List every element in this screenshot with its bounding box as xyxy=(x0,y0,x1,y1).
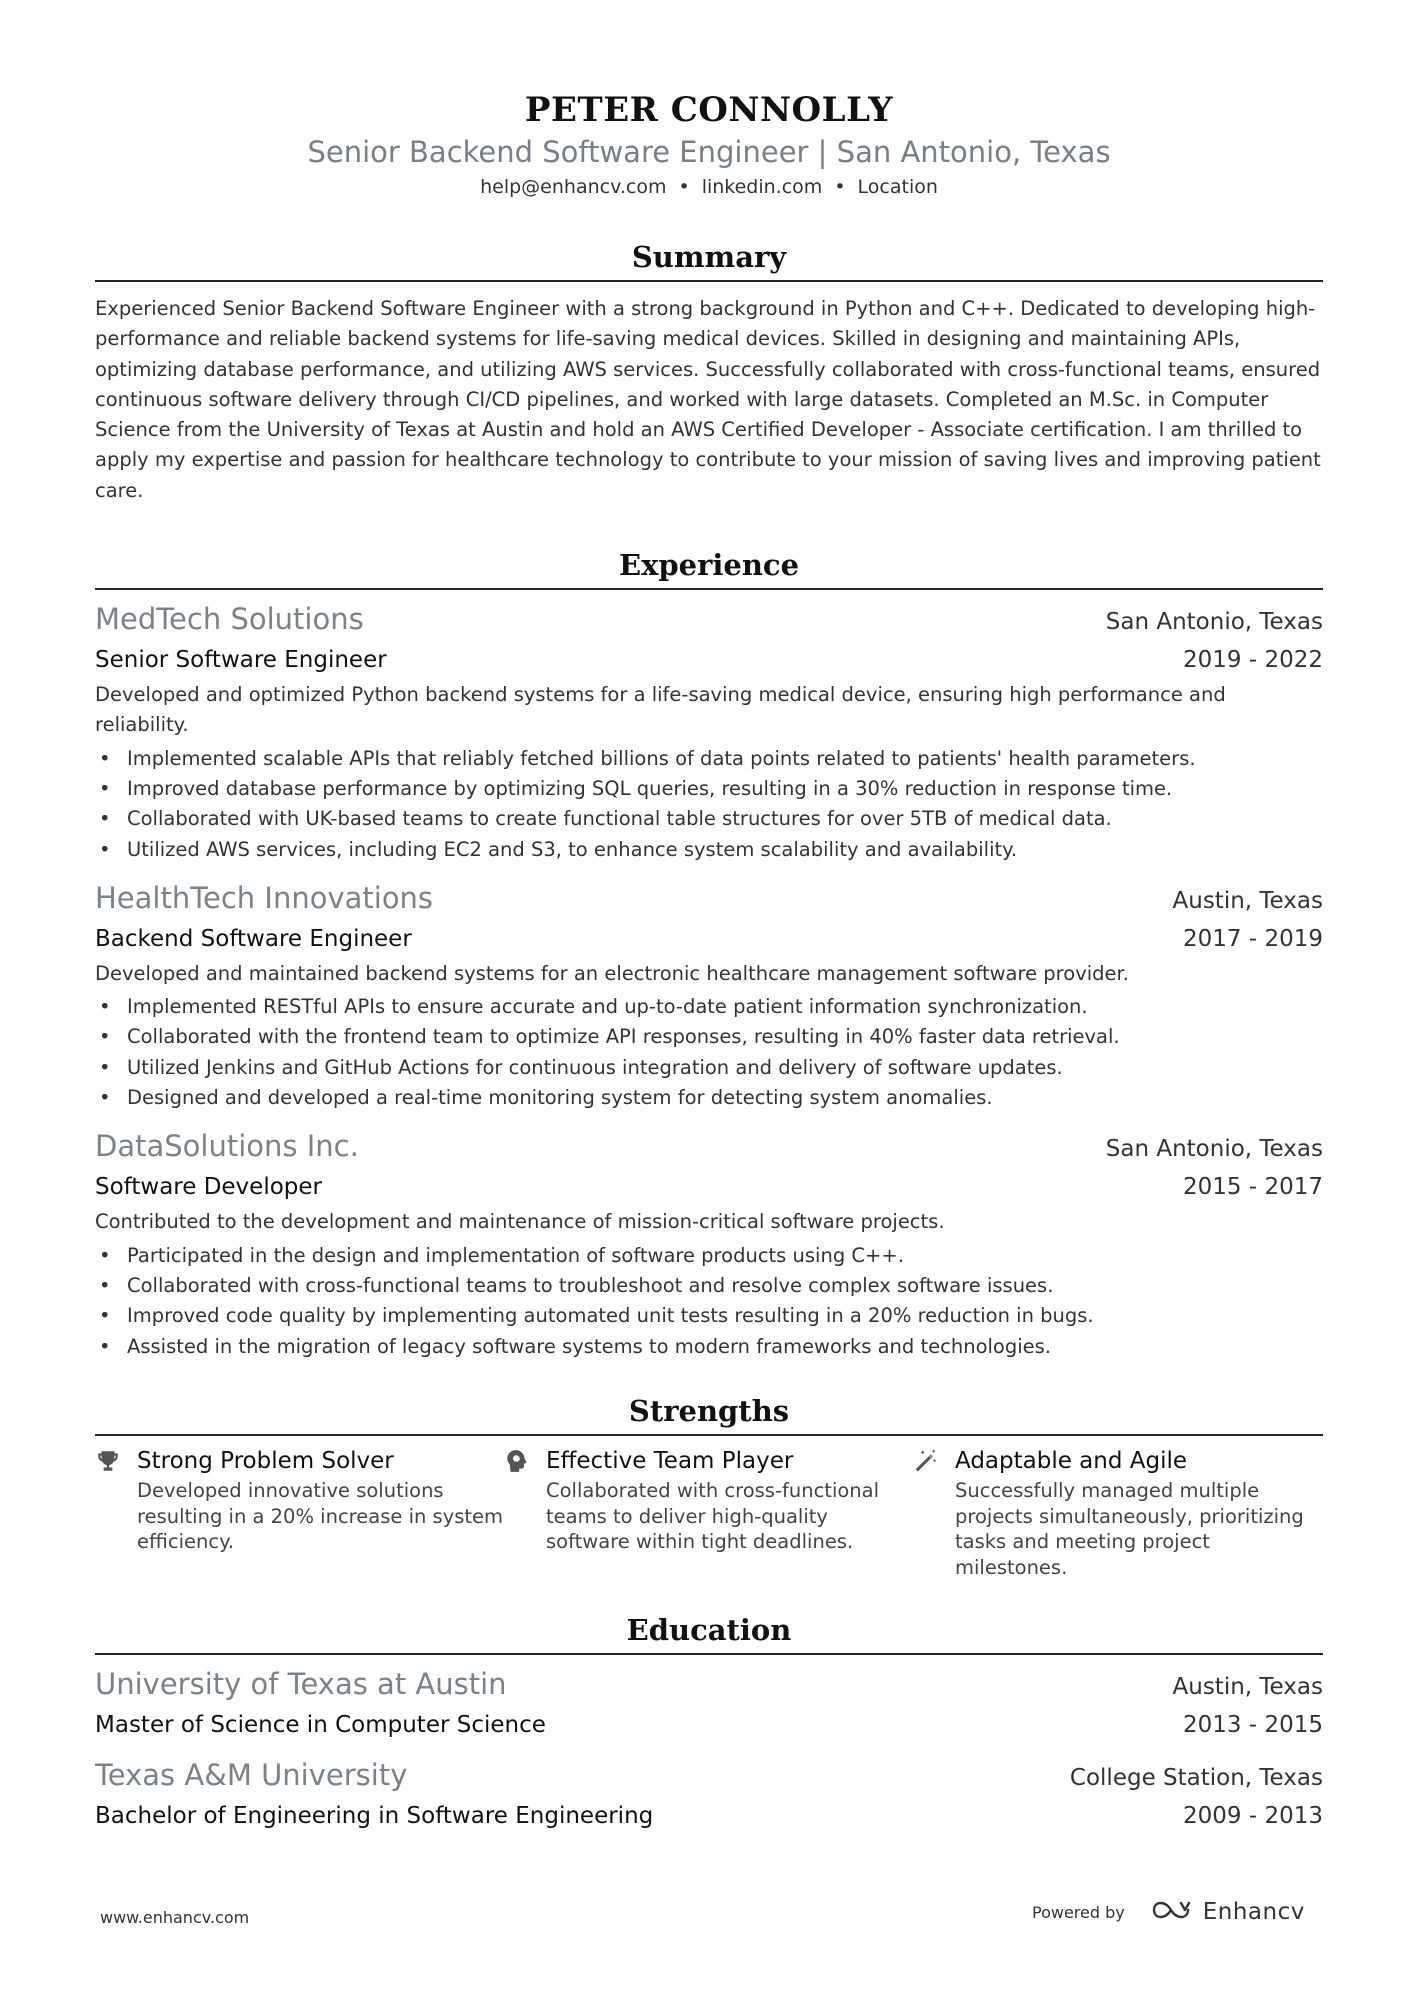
achievement-item: • Designed and developed a real-time monitoring system for detecting system anomalies. xyxy=(95,1083,1323,1113)
email-link[interactable]: help@enhancv.com xyxy=(480,176,667,198)
job-description: Developed and maintained backend systems for an electronic healthcare management software provider. xyxy=(95,961,1129,985)
contact-line xyxy=(95,174,1323,200)
experience-entry xyxy=(95,879,1323,1113)
degree: Bachelor of Engineering in Software Engineering xyxy=(95,1802,654,1829)
entry-role-row xyxy=(95,641,1323,679)
brand-name: Enhancv xyxy=(1202,1899,1305,1925)
achievement-item: • Improved code quality by implementing automated unit tests resulting in a 20% reduction in bugs. xyxy=(95,1301,1323,1331)
achievement-list xyxy=(95,744,1323,865)
summary-text: Experienced Senior Backend Software Engineer with a strong background in Python and C++. Dedicated to developing high-performance and reliable backend systems for life-saving medical devices. Skilled in designing and maintaining APIs, optimizing database performance, and utilizing AWS services. Successfully collaborated with cross-functional teams, ensured continuous software delivery through CI/CD pipelines, and worked with large datasets. Completed an M.Sc. in Computer Science from the University of Texas at Austin and hold an AWS Certified Developer - Associate certification. I am thrilled to apply my expertise and passion for healthcare technology to contribute to your mission of saving lives and improving patient care. xyxy=(95,297,1321,502)
achievement-item: • Utilized Jenkins and GitHub Actions for continuous integration and delivery of software updates. xyxy=(95,1053,1323,1083)
education-entry xyxy=(95,1665,1323,1744)
school-location: College Station, Texas xyxy=(1069,1764,1323,1791)
location-text: Location xyxy=(857,176,938,198)
experience-entry xyxy=(95,600,1323,865)
candidate-name: PETER CONNOLLY xyxy=(524,90,894,130)
entry-header-row xyxy=(95,600,1323,641)
achievement-item: • Assisted in the migration of legacy software systems to modern frameworks and technologies. xyxy=(95,1332,1323,1362)
strength-description: Successfully managed multiple projects simultaneously, prioritizing tasks and meeting project milestones. xyxy=(955,1478,1304,1579)
degree: Master of Science in Computer Science xyxy=(95,1711,546,1738)
summary-section xyxy=(95,238,1323,506)
achievement-item: • Collaborated with UK-based teams to create functional table structures for over 5TB of medical data. xyxy=(95,804,1323,834)
strengths-section xyxy=(95,1392,1323,1581)
company-name: MedTech Solutions xyxy=(95,602,364,637)
trophy-icon xyxy=(95,1444,137,1581)
job-description: Contributed to the development and maintenance of mission-critical software projects. xyxy=(95,1210,945,1234)
achievement-item: • Collaborated with the frontend team to optimize API responses, resulting in 40% faster data retrieval. xyxy=(95,1022,1323,1052)
strength-description: Collaborated with cross-functional teams to deliver high-quality software within tight deadlines. xyxy=(546,1478,880,1554)
candidate-headline: Senior Backend Software Engineer | San Antonio, Texas xyxy=(307,135,1111,169)
entry-header-row xyxy=(95,879,1323,920)
separator-dot: • xyxy=(834,176,846,198)
achievement-item: • Implemented RESTful APIs to ensure accurate and up-to-date patient information synchronization. xyxy=(95,992,1323,1022)
job-dates: 2017 - 2019 xyxy=(1183,925,1323,952)
strength-title: Strong Problem Solver xyxy=(137,1447,394,1474)
company-name: DataSolutions Inc. xyxy=(95,1129,359,1164)
magic-wand-icon xyxy=(913,1444,955,1581)
education-section xyxy=(95,1611,1323,1835)
job-location: San Antonio, Texas xyxy=(1105,1136,1323,1163)
job-location: Austin, Texas xyxy=(1172,887,1323,914)
experience-entry xyxy=(95,1127,1323,1361)
strength-body xyxy=(546,1444,913,1581)
head-brain-icon xyxy=(504,1444,546,1581)
powered-by-label: Powered by xyxy=(1032,1902,1125,1922)
entry-header-row xyxy=(95,1665,1323,1706)
resume-header xyxy=(95,0,1323,200)
achievement-item: • Implemented scalable APIs that reliably fetched billions of data points related to patients' health parameters. xyxy=(95,744,1323,774)
achievement-item: • Collaborated with cross-functional teams to troubleshoot and resolve complex software issues. xyxy=(95,1271,1323,1301)
section-title-education: Education xyxy=(95,1611,1323,1655)
school-name: University of Texas at Austin xyxy=(95,1666,507,1701)
achievement-item: • Participated in the design and implementation of software products using C++. xyxy=(95,1241,1323,1271)
achievement-list xyxy=(95,1241,1323,1362)
job-location: San Antonio, Texas xyxy=(1105,609,1323,636)
entry-role-row xyxy=(95,1168,1323,1206)
section-title-strengths: Strengths xyxy=(95,1392,1323,1436)
strength-item xyxy=(504,1444,913,1581)
education-dates: 2009 - 2013 xyxy=(1183,1802,1323,1829)
strength-item xyxy=(95,1444,504,1581)
entry-degree-row xyxy=(95,1797,1323,1835)
strength-body xyxy=(955,1444,1322,1581)
strength-title: Effective Team Player xyxy=(546,1447,794,1474)
strengths-grid xyxy=(95,1444,1323,1581)
strength-description: Developed innovative solutions resulting in a 20% increase in system efficiency. xyxy=(137,1478,504,1554)
footer-branding xyxy=(1032,1898,1305,1926)
job-title: Software Developer xyxy=(95,1174,322,1201)
strength-item xyxy=(913,1444,1322,1581)
entry-role-row xyxy=(95,920,1323,958)
job-description: Developed and optimized Python backend systems for a life-saving medical device, ensuring high performance and reliability. xyxy=(95,683,1226,737)
company-name: HealthTech Innovations xyxy=(95,880,434,915)
school-name: Texas A&M University xyxy=(95,1757,408,1792)
job-title: Senior Software Engineer xyxy=(95,647,387,674)
education-entry xyxy=(95,1756,1323,1835)
strength-title: Adaptable and Agile xyxy=(955,1447,1188,1474)
footer-website-link[interactable]: www.enhancv.com xyxy=(100,1908,250,1927)
section-title-summary: Summary xyxy=(95,238,1323,282)
entry-header-row xyxy=(95,1127,1323,1168)
achievement-item: • Improved database performance by optimizing SQL queries, resulting in a 30% reduction in response time. xyxy=(95,774,1323,804)
achievement-list xyxy=(95,992,1323,1113)
resume-page xyxy=(95,0,1323,1835)
job-title: Backend Software Engineer xyxy=(95,925,412,952)
education-dates: 2013 - 2015 xyxy=(1183,1711,1323,1738)
entry-degree-row xyxy=(95,1706,1323,1744)
strength-body xyxy=(137,1444,504,1581)
experience-section xyxy=(95,546,1323,1362)
entry-header-row xyxy=(95,1756,1323,1797)
job-dates: 2019 - 2022 xyxy=(1183,647,1323,674)
section-title-experience: Experience xyxy=(95,546,1323,590)
school-location: Austin, Texas xyxy=(1172,1673,1323,1700)
separator-dot: • xyxy=(678,176,690,198)
linkedin-link[interactable]: linkedin.com xyxy=(701,176,823,198)
achievement-item: • Utilized AWS services, including EC2 and S3, to enhance system scalability and availability. xyxy=(95,835,1323,865)
job-dates: 2015 - 2017 xyxy=(1183,1174,1323,1201)
enhancv-logo-icon xyxy=(1151,1898,1197,1926)
